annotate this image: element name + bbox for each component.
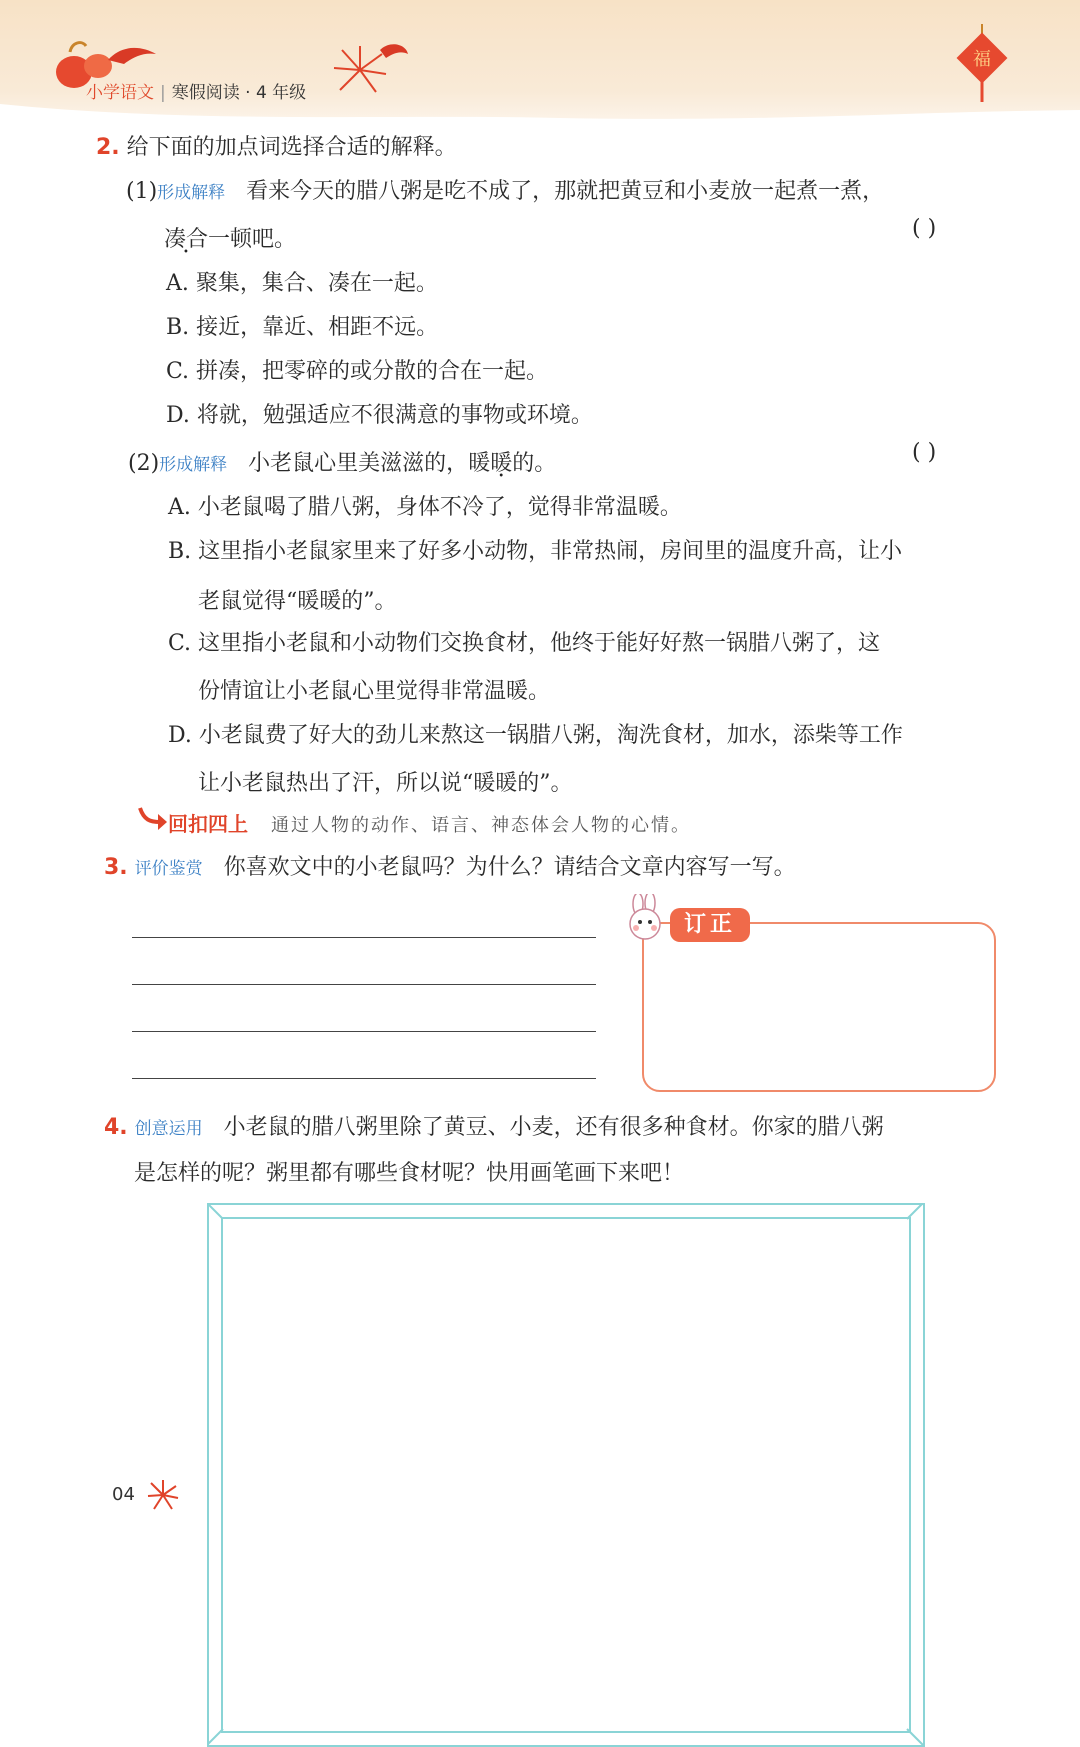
tip-label: 回扣四上 <box>168 812 248 836</box>
q4-tag: 创意运用 <box>134 1119 203 1139</box>
q2-part1-dotted-word: 凑合 <box>164 227 209 252</box>
q2-part2-dotted-word: 暖暖的 <box>468 451 535 476</box>
q2-part2-text-after: 。 <box>534 451 557 476</box>
q3-answer-line-2[interactable] <box>132 984 596 985</box>
q2-part2-label: (2) <box>128 451 160 476</box>
q3-prompt <box>104 850 796 881</box>
q2-part2-option-c2: 份情谊让小老鼠心里觉得非常温暖。 <box>198 679 551 704</box>
q3-number: 3. <box>104 855 128 880</box>
q2-part1-tag: 形成解释 <box>157 183 226 203</box>
q3-prompt-text: 你喜欢文中的小老鼠吗？为什么？请结合文章内容写一写。 <box>223 855 796 880</box>
header-title <box>86 78 306 103</box>
q2-part2-option-d1: D. 小老鼠费了好大的劲儿来熬这一锅腊八粥，淘洗食材，加水，添柴等工作 <box>168 723 903 748</box>
arrow-icon <box>138 806 168 832</box>
q2-prompt-text: 给下面的加点词选择合适的解释。 <box>126 135 457 160</box>
drawing-frame-corners <box>207 1203 925 1747</box>
q2-part2-tag: 形成解释 <box>159 455 228 475</box>
q2-part1-text2: 一顿吧。 <box>208 227 297 252</box>
q2-part1-answer-paren[interactable]: ( ) <box>912 216 937 241</box>
q2-part2-text-before: 小老鼠心里美滋滋的， <box>248 451 469 476</box>
q4-prompt-text1: 小老鼠的腊八粥里除了黄豆、小麦，还有很多种食材。你家的腊八粥 <box>223 1115 884 1140</box>
q3-tag: 评价鉴赏 <box>134 859 203 879</box>
correction-box[interactable] <box>642 922 996 1092</box>
q2-number: 2. <box>96 135 120 160</box>
q2-part2-option-c1: C. 这里指小老鼠和小动物们交换食材，他终于能好好熬一锅腊八粥了，这 <box>168 631 881 656</box>
q2-part1-option-d: D. 将就，勉强适应不很满意的事物或环境。 <box>166 403 593 428</box>
firework-icon <box>320 40 410 100</box>
q3-answer-line-1[interactable] <box>132 937 596 938</box>
q2-prompt <box>96 130 457 161</box>
series-label: 寒假阅读 · 4 年级 <box>171 83 307 103</box>
q2-part1-text1: 看来今天的腊八粥是吃不成了，那就把黄豆和小麦放一起煮一煮， <box>246 179 885 204</box>
tip-text: 通过人物的动作、语言、神态体会人物的心情。 <box>271 815 691 836</box>
q3-answer-line-4[interactable] <box>132 1078 596 1079</box>
q2-part1-line1 <box>126 174 884 205</box>
q2-part1-line2 <box>164 222 296 253</box>
q2-part1-option-a: A. 聚集，集合、凑在一起。 <box>166 271 438 296</box>
page-number: 04 <box>112 1484 135 1505</box>
svg-text:福: 福 <box>973 49 991 70</box>
q2-part2-answer-paren[interactable]: ( ) <box>912 440 937 465</box>
q2-part1-label: (1) <box>126 179 158 204</box>
subject-label: 小学语文 <box>86 83 154 103</box>
q2-part1-option-c: C. 拼凑，把零碎的或分散的合在一起。 <box>166 359 549 384</box>
correction-label: 订正 <box>670 908 750 942</box>
q4-number: 4. <box>104 1115 128 1140</box>
rabbit-icon <box>620 894 672 944</box>
header-separator: | <box>160 83 166 103</box>
q2-part2-option-b1: B. 这里指小老鼠家里来了好多小动物，非常热闹，房间里的温度升高，让小 <box>168 539 903 564</box>
q4-prompt-line1 <box>104 1110 884 1141</box>
q2-tip <box>168 808 691 837</box>
q2-part2-option-d2: 让小老鼠热出了汗，所以说“暖暖的”。 <box>198 771 573 796</box>
q3-answer-line-3[interactable] <box>132 1031 596 1032</box>
q4-prompt-line2: 是怎样的呢？粥里都有哪些食材呢？快用画笔画下来吧！ <box>134 1161 685 1186</box>
q2-part2-line <box>128 446 556 477</box>
q2-part2-option-a: A. 小老鼠喝了腊八粥，身体不冷了，觉得非常温暖。 <box>168 495 682 520</box>
q2-part2-option-b2: 老鼠觉得“暖暖的”。 <box>198 589 397 614</box>
q2-part1-option-b: B. 接近，靠近、相距不远。 <box>166 315 439 340</box>
fu-ornament-icon <box>942 24 1022 104</box>
firework-small-icon <box>146 1478 180 1512</box>
